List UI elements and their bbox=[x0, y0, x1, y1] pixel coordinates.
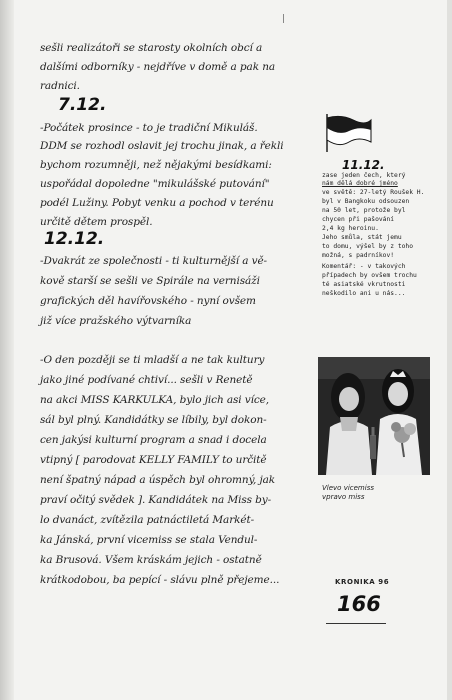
text-line: radnici. bbox=[40, 80, 80, 92]
text-line: podél Lužiny. Pobyt venku a pochod v terénu bbox=[40, 197, 274, 209]
contest-photo bbox=[318, 357, 430, 475]
text-line: -O den později se ti mladší a ne tak kultury bbox=[40, 354, 265, 366]
page-edge bbox=[447, 0, 452, 700]
sidebar-note-line: Komentář: - v takových bbox=[322, 263, 406, 270]
text-line: na akci MISS KARKULKA, bylo jich asi více, bbox=[40, 394, 270, 406]
text-line: -Dvakrát ze společnosti - ti kulturnější a vě- bbox=[40, 255, 268, 267]
sidebar-note-line: ve světě: 27-letý Roušek H. bbox=[322, 189, 425, 196]
sidebar-note-line: neškodilo ani u nás... bbox=[322, 290, 406, 297]
text-line: kově starší se sešli ve Spirále na vernisáži bbox=[40, 275, 260, 287]
text-line: jako jiné podívané chtiví... sešli v Renetě bbox=[40, 374, 253, 386]
photo-caption bbox=[322, 484, 374, 502]
text-line: cen jakýsi kulturní program a snad i docela bbox=[40, 434, 267, 446]
page-number-underline bbox=[326, 623, 386, 624]
text-line: bychom rozumněji, než nějakými besídkami: bbox=[40, 159, 272, 171]
sidebar-note-line: zase jeden čech, který bbox=[322, 172, 406, 179]
text-line: krátkodobou, ba pepící - slávu plně přejeme... bbox=[40, 574, 280, 586]
text-line: sešli realizátoři se starosty okolních obcí a bbox=[40, 42, 263, 54]
chronicle-label: KRONIKA 96 bbox=[335, 578, 390, 586]
text-line: uspořádal dopoledne "mikulášské putování" bbox=[40, 178, 270, 190]
sidebar-note-line: 2,4 kg heroinu. bbox=[322, 225, 379, 232]
sidebar-note-line: případech by ovšem trochu bbox=[322, 272, 417, 279]
sidebar-date: 11.12. bbox=[342, 158, 385, 172]
text-line: určitě dětem prospěl. bbox=[40, 216, 153, 228]
sidebar-note-line: Jeho smůla, stát jemu bbox=[322, 234, 402, 241]
caption-line: Vlevo vicemiss bbox=[322, 484, 374, 492]
book-gutter bbox=[0, 0, 14, 700]
text-line: DDM se rozhodl oslavit jej trochu jinak, a řekli bbox=[40, 140, 284, 152]
sidebar-note-line: chycen při pašování bbox=[322, 216, 395, 223]
sidebar-note-line: byl v Bangkoku odsouzen bbox=[322, 198, 410, 205]
caption-line: vpravo miss bbox=[322, 493, 365, 501]
text-line: dalšími odborníky - nejdříve v domě a pak na bbox=[40, 61, 276, 73]
text-line: není špatný nápad a úspěch byl ohromný, jak bbox=[40, 474, 276, 486]
text-line: grafických děl havířovského - nyní ovšem bbox=[40, 295, 256, 307]
scan-mark bbox=[283, 14, 284, 23]
page-number: 166 bbox=[337, 592, 381, 616]
sidebar-note-line: nám dělá dobré jméno bbox=[322, 180, 398, 187]
text-line: ka Brusová. Všem kráskám jejich - ostatně bbox=[40, 554, 262, 566]
text-line: sál byl plný. Kandidátky se líbily, byl dokon- bbox=[40, 414, 267, 426]
sidebar-note-line: možná, s padrníkov! bbox=[322, 252, 395, 259]
text-line: lo dvanáct, zvítězila patnáctiletá Markét- bbox=[40, 514, 255, 526]
text-line: praví očitý svědek ]. Kandidátek na Miss by- bbox=[40, 494, 272, 506]
text-line: již více pražského výtvarníka bbox=[40, 315, 192, 327]
sidebar-note-line: to domu, výšel by z toho bbox=[322, 243, 413, 250]
sidebar-note-line: na 50 let, protože byl bbox=[322, 207, 406, 214]
sidebar-note-line: té asiatské vkrutnosti bbox=[322, 281, 406, 288]
flag-drawing bbox=[323, 112, 373, 152]
text-line: vtipný [ parodovat KELLY FAMILY to určitě bbox=[40, 454, 267, 466]
entry-date: 7.12. bbox=[58, 95, 107, 115]
entry-date: 12.12. bbox=[44, 229, 105, 249]
text-line: -Počátek prosince - to je tradiční Mikuláš. bbox=[40, 122, 258, 134]
text-line: ka Jánská, první vicemiss se stala Vendul- bbox=[40, 534, 258, 546]
